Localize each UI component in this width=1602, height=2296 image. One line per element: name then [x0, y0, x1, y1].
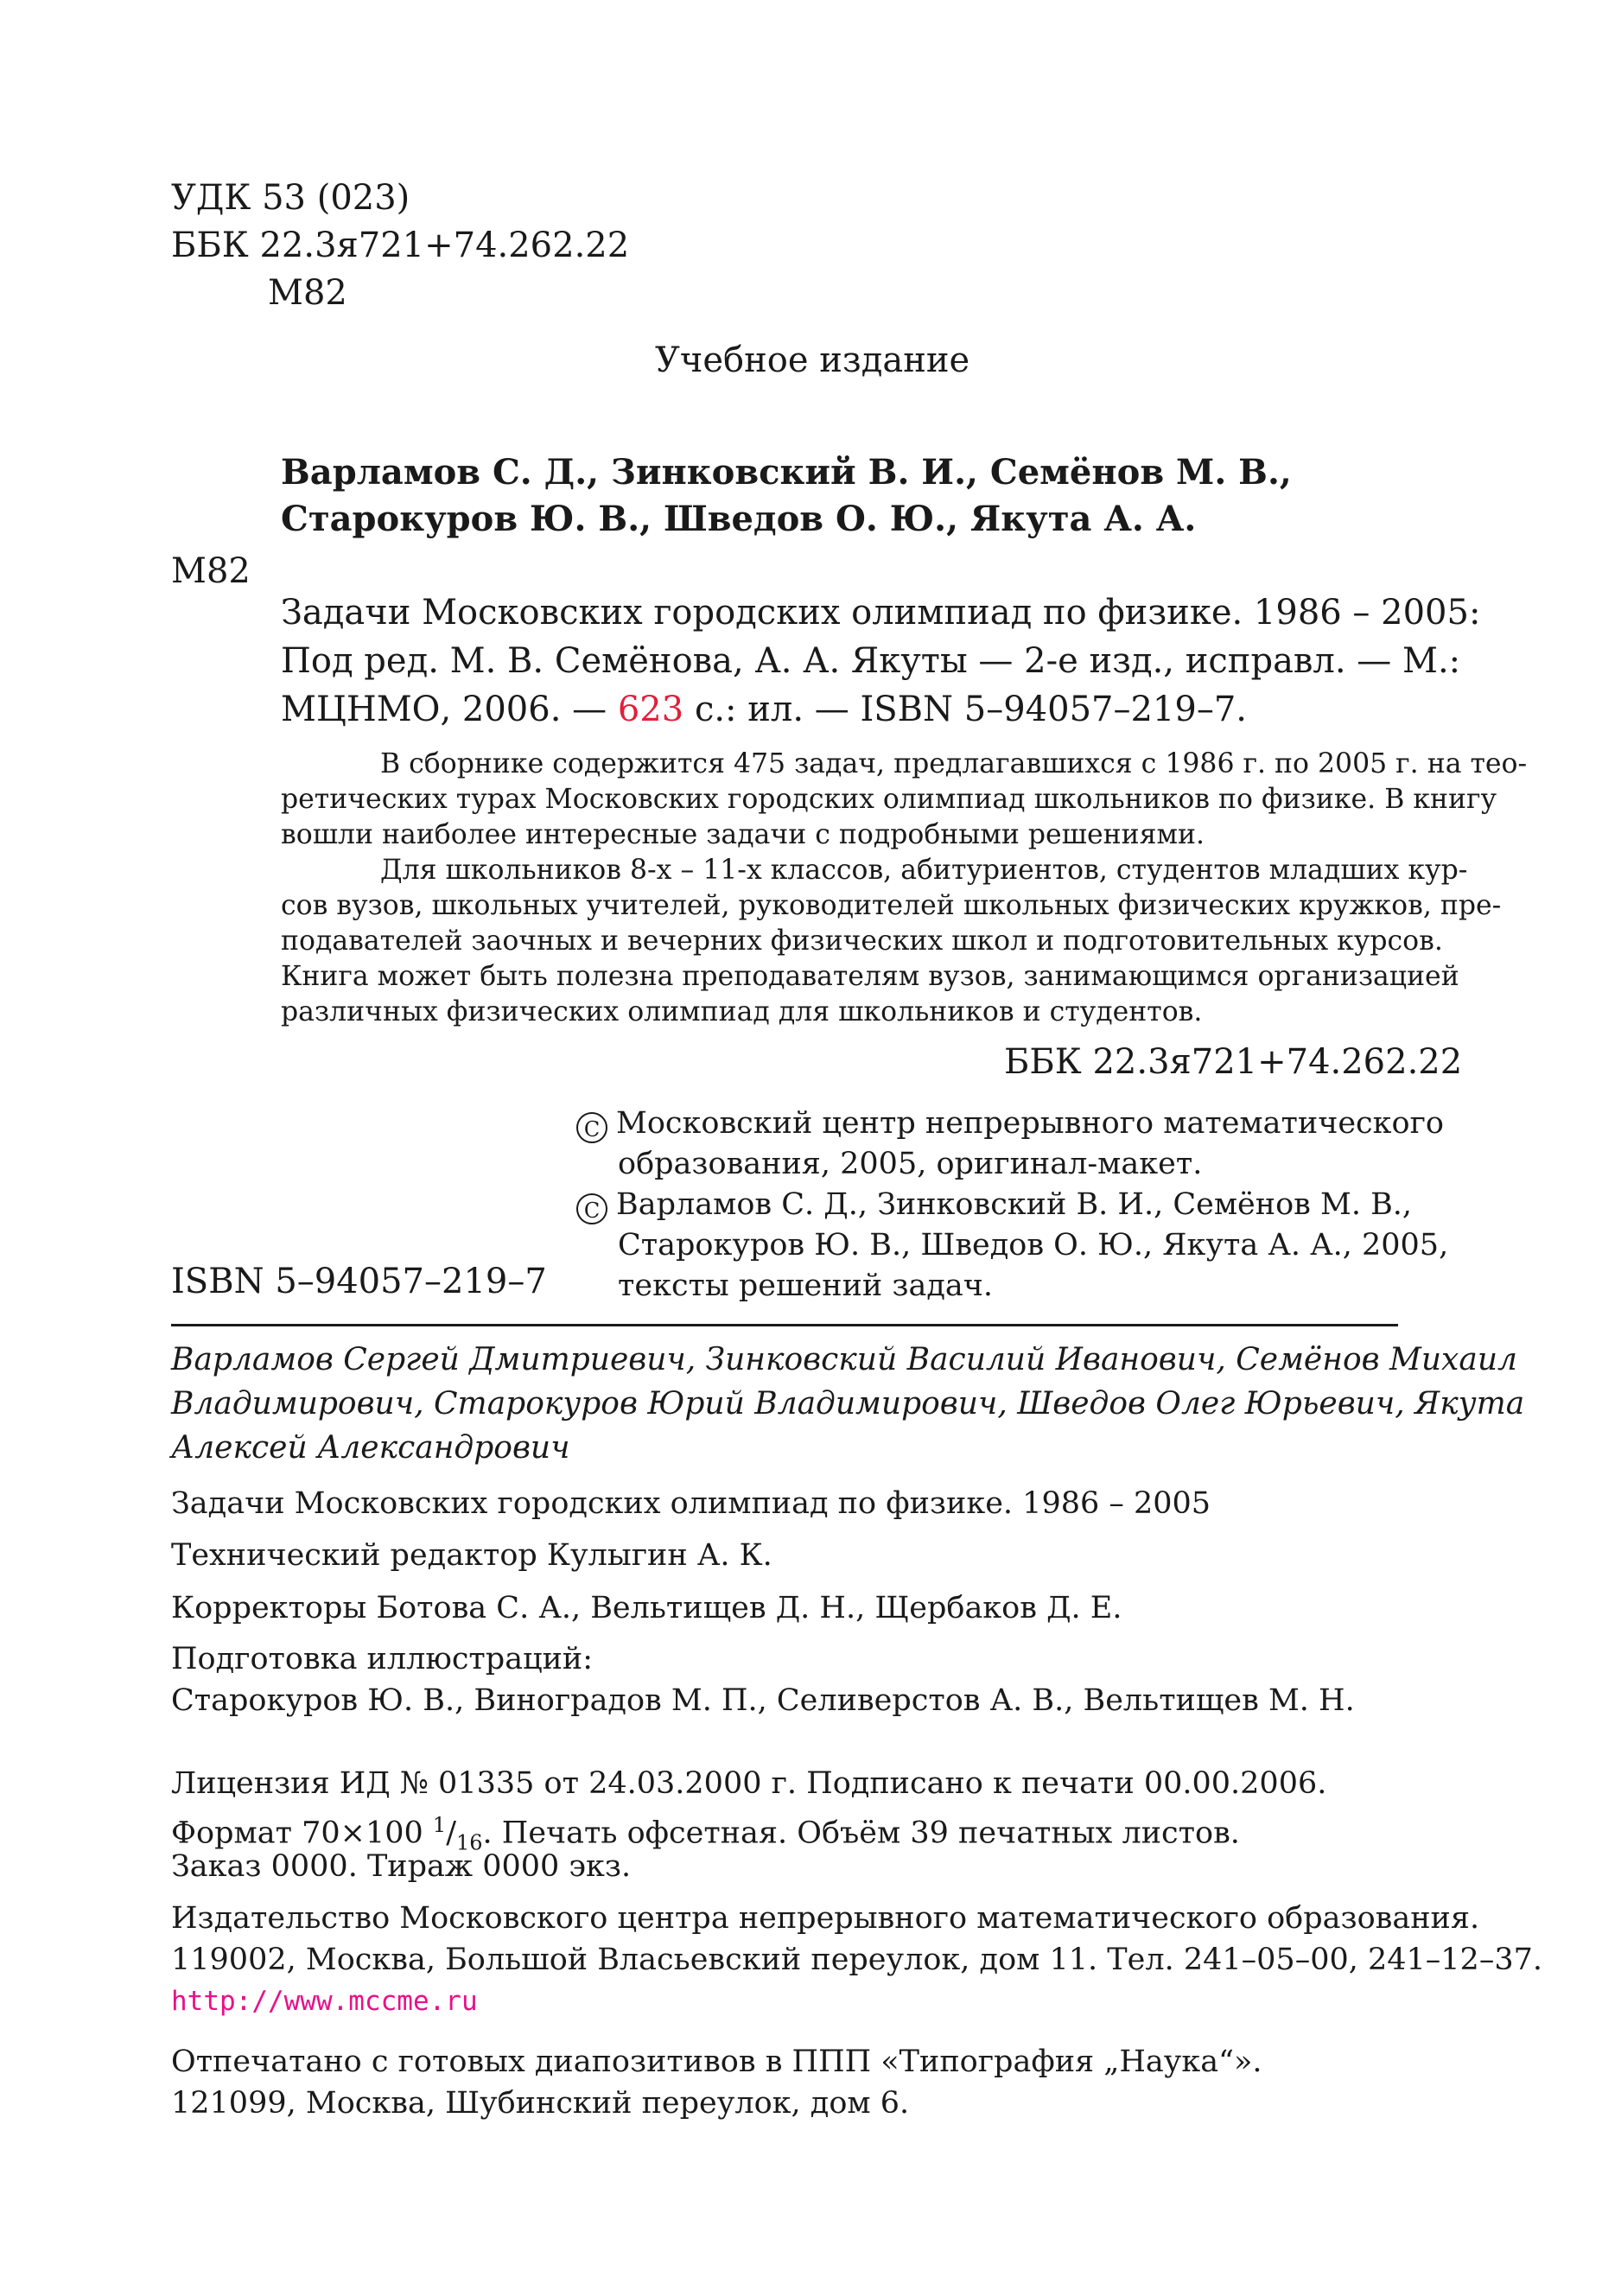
annotation-p2-l5: различных физических олимпиад для школьников и студентов.: [281, 996, 1203, 1027]
author-code: М82: [268, 273, 347, 313]
copyright-1-line-2: образования, 2005, оригинал-макет.: [618, 1147, 1203, 1181]
pages-isbn: с.: ил. — ISBN 5–94057–219–7.: [694, 690, 1247, 729]
copyright-icon: C: [576, 1193, 607, 1224]
annotation-p2-l2: сов вузов, школьных учителей, руководителей школьных физических кружков, пре-: [281, 890, 1502, 921]
fraction-denominator: 16: [456, 1830, 483, 1855]
copyright-icon: C: [576, 1112, 607, 1143]
annotation-p2-l1: Для школьников 8-х – 11-х классов, абитуриентов, студентов младших кур-: [380, 855, 1468, 886]
illustrations-label: Подготовка иллюстраций:: [171, 1642, 594, 1676]
copyright-2-line-3: тексты решений задач.: [618, 1269, 994, 1303]
full-authors-line-1: Варламов Сергей Дмитриевич, Зинковский Василий Иванович, Семёнов Михаил: [171, 1342, 1517, 1377]
page-count-link[interactable]: 623: [617, 690, 684, 729]
side-author-code: М82: [171, 551, 251, 591]
annotation-p2-l3: подавателей заочных и вечерних физических школ и подготовительных курсов.: [281, 925, 1443, 957]
illustrations: Старокуров Ю. В., Виноградов М. П., Селиверстов А. В., Вельтищев М. Н.: [171, 1683, 1355, 1718]
book-title-line-1: Задачи Московских городских олимпиад по физике. 1986 – 2005:: [281, 593, 1481, 633]
book-title-line-3: [281, 686, 1247, 733]
authors-line-2: Старокуров Ю. В., Шведов О. Ю., Якута А. А.: [281, 499, 1197, 539]
license-line-2: Формат 70×100 $^1/_{16}$. Печать офсетная. Объём 39 печатных листов.: [171, 1813, 1240, 1855]
imprint-title: Задачи Московских городских олимпиад по физике. 1986 – 2005: [171, 1486, 1211, 1521]
book-title-line-2: Под ред. М. В. Семёнова, А. А. Якуты — 2-е изд., исправл. — М.:: [281, 641, 1461, 681]
bbk-right: ББК 22.3я721+74.262.22: [1004, 1042, 1463, 1082]
copyright-1-line-1: C Московский центр непрерывного математического: [576, 1103, 1444, 1144]
full-authors-line-3: Алексей Александрович: [171, 1430, 570, 1466]
udk-index: УДК 53 (023): [171, 178, 410, 218]
license-line-3: Заказ 0000. Тираж 0000 экз.: [171, 1849, 632, 1884]
bbk-index: ББК 22.3я721+74.262.22: [171, 226, 630, 265]
license-line-1: Лицензия ИД № 01335 от 24.03.2000 г. Подписано к печати 00.00.2006.: [171, 1766, 1327, 1801]
authors-line-1: Варламов С. Д., Зинковский В. И., Семёнов М. В.,: [281, 452, 1292, 493]
tech-editor: Технический редактор Кулыгин А. К.: [171, 1538, 772, 1573]
publisher-line-2: 119002, Москва, Большой Власьевский переулок, дом 11. Тел. 241–05–00, 241–12–37.: [171, 1943, 1542, 1977]
publisher-url-link[interactable]: http://www.mccme.ru: [171, 1986, 478, 2017]
annotation-p2-l4: Книга может быть полезна преподавателям вузов, занимающимся организацией: [281, 961, 1459, 992]
correctors: Корректоры Ботова С. А., Вельтищев Д. Н., Щербаков Д. Е.: [171, 1591, 1122, 1625]
annotation-p1-l1: В сборнике содержится 475 задач, предлагавшихся с 1986 г. по 2005 г. на тео-: [380, 748, 1528, 779]
publisher-year: МЦНМО, 2006. —: [281, 690, 607, 729]
copyright-2-line-1: C Варламов С. Д., Зинковский В. И., Семёнов М. В.,: [576, 1184, 1412, 1225]
annotation-p1-l2: ретических турах Московских городских олимпиад школьников по физике. В книгу: [281, 784, 1497, 815]
publisher-line-1: Издательство Московского центра непрерывного математического образования.: [171, 1901, 1480, 1936]
divider: [171, 1324, 1398, 1326]
copyright-2-line-2: Старокуров Ю. В., Шведов О. Ю., Якута А. А., 2005,: [618, 1228, 1449, 1262]
isbn: ISBN 5–94057–219–7: [171, 1262, 547, 1301]
printer-line-1: Отпечатано с готовых диапозитивов в ППП «Типография „Наука“».: [171, 2045, 1262, 2079]
printer-line-2: 121099, Москва, Шубинский переулок, дом 6.: [171, 2086, 910, 2121]
edition-type: Учебное издание: [655, 340, 970, 380]
fraction-numerator: 1: [432, 1813, 447, 1837]
full-authors-line-2: Владимирович, Старокуров Юрий Владимирович, Шведов Олег Юрьевич, Якута: [171, 1386, 1525, 1421]
annotation-p1-l3: вошли наиболее интересные задачи с подробными решениями.: [281, 819, 1205, 850]
